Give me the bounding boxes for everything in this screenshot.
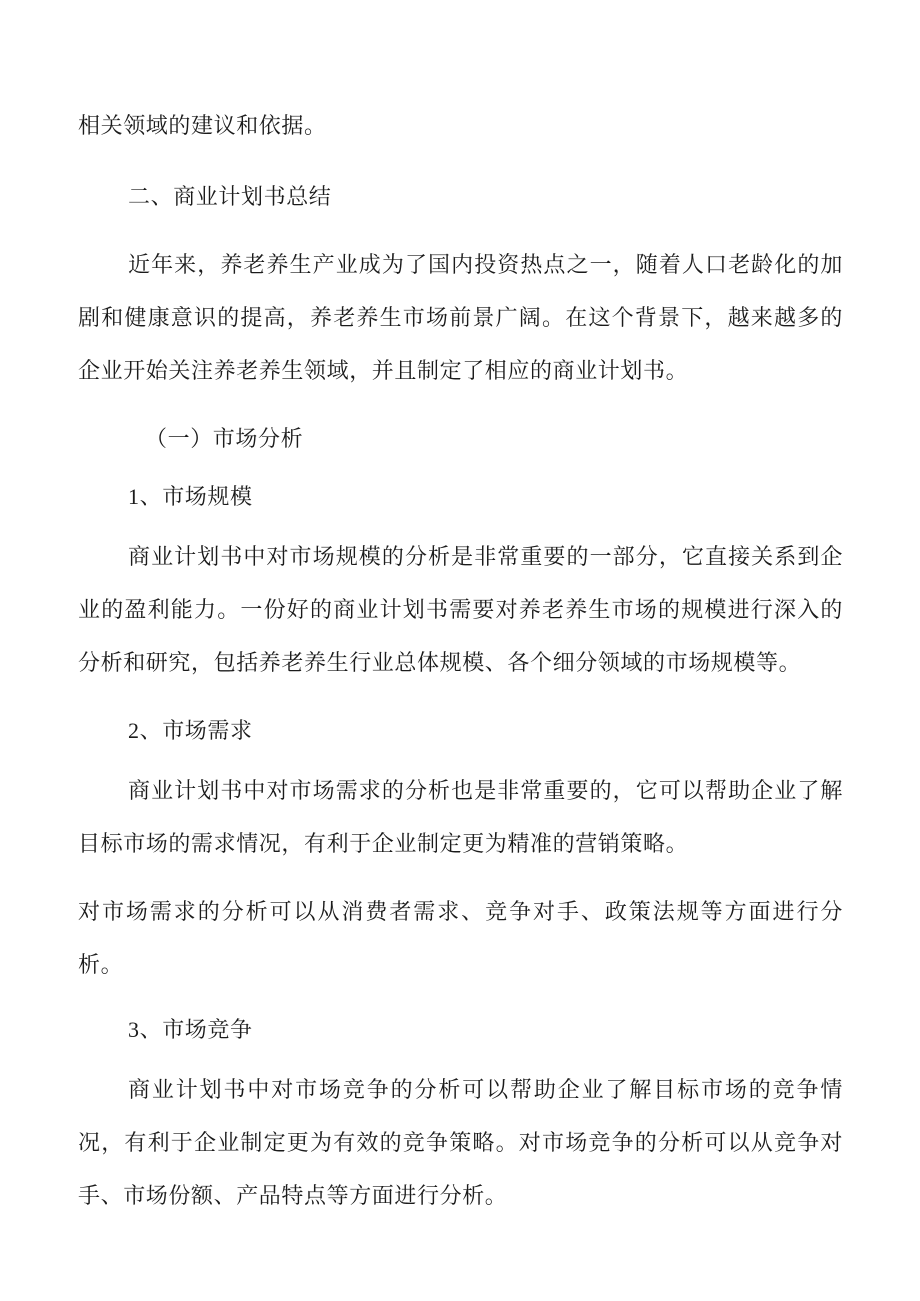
intro-paragraph: 近年来，养老养生产业成为了国内投资热点之一，随着人口老龄化的加剧和健康意识的提高，养老养生市场前景广阔。在这个背景下，越来越多的企业开始关注养老养生领域，并且制定了相应的商业计划书。 xyxy=(78,252,843,383)
paragraph-market-demand: 商业计划书中对市场需求的分析也是非常重要的，它可以帮助企业了解目标市场的需求情况，有利于企业制定更为精准的营销策略。 xyxy=(78,778,843,856)
section-heading-business-plan-summary: 二、商业计划书总结 xyxy=(128,184,332,209)
item-heading-market-demand: 2、市场需求 xyxy=(128,718,253,743)
item-heading-market-size: 1、市场规模 xyxy=(128,484,253,509)
paragraph-market-size: 商业计划书中对市场规模的分析是非常重要的一部分，它直接关系到企业的盈利能力。一份好的商业计划书需要对养老养生市场的规模进行深入的分析和研究，包括养老养生行业总体规模、各个细分领域的市场规模等。 xyxy=(78,544,843,675)
paragraph-market-competition: 商业计划书中对市场竞争的分析可以帮助企业了解目标市场的竞争情况，有利于企业制定更为有效的竞争策略。对市场竞争的分析可以从竞争对手、市场份额、产品特点等方面进行分析。 xyxy=(78,1077,843,1208)
paragraph-market-demand-methods: 对市场需求的分析可以从消费者需求、竞争对手、政策法规等方面进行分析。 xyxy=(78,899,843,977)
subsection-heading-market-analysis: （一）市场分析 xyxy=(145,426,304,451)
paragraph-continuation-line: 相关领域的建议和依据。 xyxy=(78,113,327,138)
item-heading-market-competition: 3、市场竞争 xyxy=(128,1017,253,1042)
